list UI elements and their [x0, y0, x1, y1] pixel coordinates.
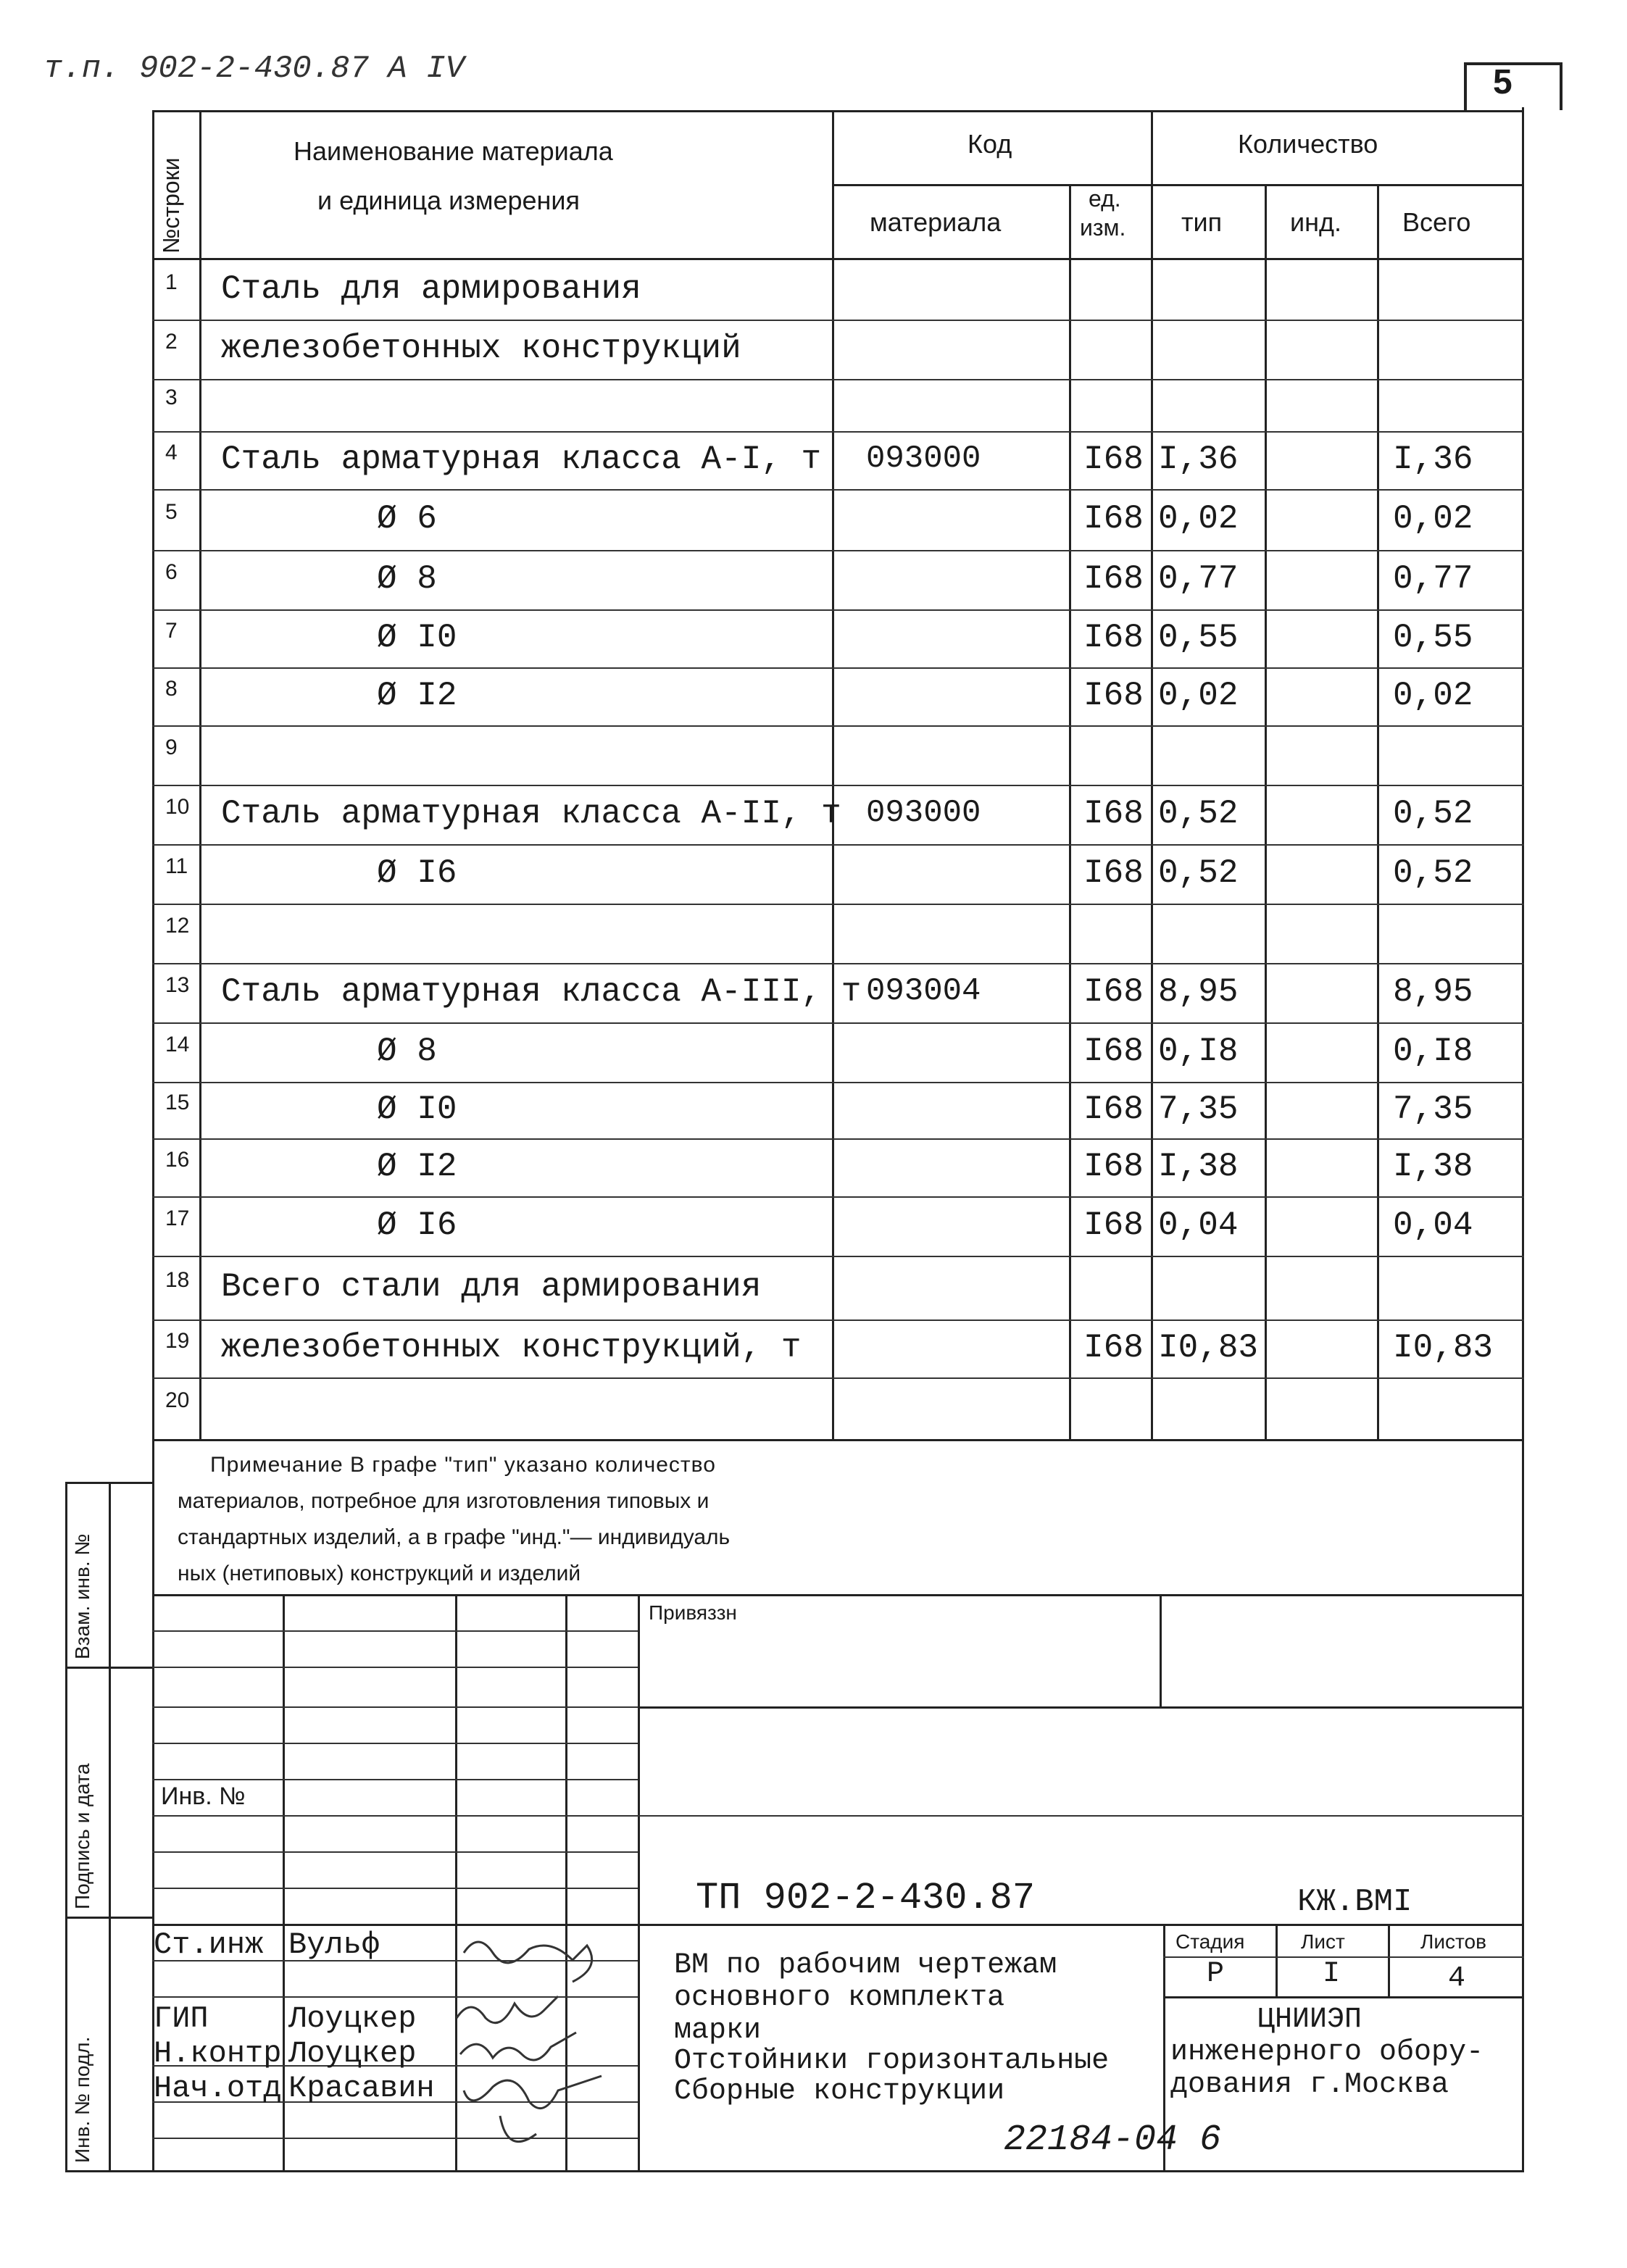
stamp-grid-h6	[152, 1815, 1524, 1817]
side-label-inv-podl: Инв. № подл.	[71, 2036, 93, 2163]
table-bottom-border	[152, 1439, 1524, 1441]
col-line-type	[1265, 185, 1267, 1441]
row-divider	[152, 667, 1524, 669]
header-material: материала	[870, 207, 1002, 237]
row-divider	[152, 904, 1524, 905]
header-total: Всего	[1402, 207, 1471, 237]
side-strip-div-2	[65, 1917, 152, 1919]
row-name: Сталь арматурная класса А-I, т	[221, 441, 822, 478]
row-type: 0,52	[1158, 854, 1239, 892]
row-divider	[152, 1196, 1524, 1198]
note-line-4: ных (нетиповых) конструкций и изделий	[178, 1562, 581, 1585]
footer-code: 22184-04 6	[1004, 2119, 1222, 2161]
row-divider	[152, 1377, 1524, 1379]
person-name-3: Лоуцкер	[288, 2036, 417, 2071]
row-unit: I68	[1083, 1091, 1144, 1128]
col-line-name	[832, 110, 834, 1441]
row-number: 5	[165, 500, 178, 524]
col-line-rowno	[199, 110, 201, 1441]
row-type: 0,02	[1158, 500, 1239, 538]
header-name-1: Наименование материала	[294, 136, 613, 166]
privyazan-bottom	[638, 1706, 1524, 1709]
row-divider	[152, 1082, 1524, 1083]
privyazan-label: Привяззн	[649, 1601, 737, 1624]
sheet-label: Лист	[1301, 1930, 1345, 1953]
sheet-value: I	[1323, 1958, 1341, 1990]
row-number: 11	[165, 854, 188, 878]
stamp-grid-v1	[283, 1594, 285, 2170]
row-type: I,36	[1158, 441, 1239, 478]
stamp-main-line	[152, 1924, 1524, 1926]
person-role-2: ГИП	[154, 2001, 209, 2036]
title-block-left	[638, 1924, 640, 2170]
row-unit: I68	[1083, 1206, 1144, 1244]
row-divider	[152, 725, 1524, 727]
stage-block-v1	[1276, 1924, 1278, 1996]
doc-code: ТП 902-2-430.87	[696, 1877, 1036, 1919]
row-type: I,38	[1158, 1148, 1239, 1185]
header-unit-1: ед.	[1089, 185, 1121, 212]
row-total: 0,52	[1393, 795, 1473, 833]
header-name-2: и единица измерения	[317, 185, 581, 215]
person-name-2: Лоуцкер	[288, 2001, 417, 2036]
row-name: Ø I0	[377, 1091, 457, 1128]
side-label-podpis: Подпись и дата	[71, 1763, 93, 1909]
row-name: железобетонных конструкций, т	[221, 1329, 802, 1367]
inv-no-label: Инв. №	[161, 1783, 246, 1810]
row-number: 18	[165, 1268, 190, 1292]
title-line-4: Отстойники горизонтальные	[674, 2045, 1110, 2077]
row-number: 2	[165, 330, 178, 354]
stamp-grid-h2	[152, 1667, 638, 1668]
person-role-4: Нач.отд	[154, 2071, 282, 2106]
row-unit: I68	[1083, 1148, 1144, 1185]
stamp-grid-h4	[152, 1743, 638, 1744]
row-type: 8,95	[1158, 973, 1239, 1011]
side-label-vzam: Взам. инв. №	[71, 1533, 93, 1659]
row-total: 0,77	[1393, 560, 1473, 598]
row-total: 0,02	[1393, 500, 1473, 538]
row-number: 1	[165, 270, 178, 294]
table-left-border	[152, 110, 154, 1441]
row-divider	[152, 431, 1524, 433]
row-type: 0,77	[1158, 560, 1239, 598]
col-line-unit	[1151, 110, 1153, 1441]
row-unit: I68	[1083, 677, 1144, 714]
title-line-5: Сборные конструкции	[674, 2075, 1005, 2108]
page-number-box	[1464, 62, 1562, 110]
row-divider	[152, 379, 1524, 380]
row-total: 0,02	[1393, 677, 1473, 714]
header-mid-line	[832, 184, 1524, 186]
stamp-grid-h1	[152, 1630, 638, 1632]
side-strip-left	[65, 1482, 67, 2172]
stage-label: Стадия	[1175, 1930, 1245, 1953]
row-divider	[152, 1138, 1524, 1140]
row-name: Всего стали для армирования	[221, 1268, 762, 1306]
row-number: 10	[165, 795, 190, 819]
row-unit: I68	[1083, 1329, 1144, 1367]
corner-code: т.п. 902-2-430.87 А IV	[43, 51, 465, 87]
row-total: 0,I8	[1393, 1033, 1473, 1070]
row-number: 13	[165, 973, 190, 997]
row-unit: I68	[1083, 619, 1144, 656]
row-divider	[152, 489, 1524, 491]
header-unit-2: изм.	[1080, 214, 1126, 241]
row-unit: I68	[1083, 1033, 1144, 1070]
row-number: 8	[165, 677, 178, 701]
stamp-bottom-line	[65, 2170, 1524, 2172]
row-code: 093000	[866, 441, 981, 477]
row-name: Сталь для армирования	[221, 270, 641, 308]
stamp-grid-h3	[152, 1706, 638, 1708]
stamp-top-line	[152, 1594, 1524, 1596]
row-code: 093004	[866, 973, 981, 1009]
stage-block-v2	[1388, 1924, 1390, 1996]
row-divider	[152, 963, 1524, 964]
row-type: 0,55	[1158, 619, 1239, 656]
header-code: Код	[968, 129, 1012, 159]
row-divider	[152, 320, 1524, 321]
col-line-code	[1069, 185, 1071, 1441]
org-line-3: дования г.Москва	[1170, 2069, 1449, 2101]
sheets-label: Листов	[1420, 1930, 1486, 1953]
stamp-grid-h7	[152, 1851, 638, 1853]
row-total: 7,35	[1393, 1091, 1473, 1128]
doc-mark: КЖ.ВМI	[1297, 1884, 1412, 1920]
table-top-border	[152, 110, 1524, 112]
title-line-1: ВМ по рабочим чертежам	[674, 1949, 1057, 1982]
note-line-2: материалов, потребное для изготовления типовых и	[178, 1489, 710, 1513]
row-number: 19	[165, 1329, 190, 1353]
sheets-value: 4	[1448, 1962, 1466, 1995]
row-type: 0,02	[1158, 677, 1239, 714]
row-total: I0,83	[1393, 1329, 1494, 1367]
note-line-1: Примечание В графе "тип" указано количество	[210, 1453, 716, 1477]
signatures	[449, 1924, 638, 2170]
side-strip-div-1	[65, 1667, 152, 1669]
row-divider	[152, 785, 1524, 786]
row-type: I0,83	[1158, 1329, 1259, 1367]
page-number: 5	[1493, 63, 1512, 101]
row-unit: I68	[1083, 560, 1144, 598]
row-type: 0,52	[1158, 795, 1239, 833]
note-line-3: стандартных изделий, а в графе "инд."— индивидуаль	[178, 1525, 731, 1549]
person-role-3: Н.контр	[154, 2036, 282, 2071]
row-number: 6	[165, 560, 178, 584]
person-name-1: Вульф	[288, 1927, 380, 1962]
row-number: 15	[165, 1091, 190, 1114]
row-unit: I68	[1083, 500, 1144, 538]
side-strip-top	[65, 1482, 152, 1484]
row-number: 4	[165, 441, 178, 464]
row-number: 14	[165, 1033, 190, 1056]
row-divider	[152, 1256, 1524, 1257]
row-total: 0,52	[1393, 854, 1473, 892]
row-divider	[152, 1319, 1524, 1321]
row-total: I,38	[1393, 1148, 1473, 1185]
row-number: 9	[165, 735, 178, 759]
row-total: 0,55	[1393, 619, 1473, 656]
col-line-ind	[1377, 185, 1379, 1441]
side-strip-right	[109, 1482, 111, 2172]
row-total: I,36	[1393, 441, 1473, 478]
row-name: Ø 8	[377, 1033, 437, 1070]
stage-block-h2	[1163, 1996, 1524, 1998]
row-divider	[152, 609, 1524, 611]
row-number: 20	[165, 1388, 190, 1412]
stage-value: Р	[1207, 1958, 1225, 1990]
row-name: Ø I0	[377, 619, 457, 656]
row-name: Ø 8	[377, 560, 437, 598]
row-name: Сталь арматурная класса А-II, т	[221, 795, 841, 833]
privyazan-divider	[1160, 1594, 1162, 1706]
row-name: Ø 6	[377, 500, 437, 538]
stamp-grid-h5	[152, 1779, 638, 1780]
row-number: 7	[165, 619, 178, 643]
table-right-border	[1522, 110, 1524, 1441]
row-name: железобетонных конструкций	[221, 330, 741, 367]
person-role-1: Ст.инж	[154, 1927, 264, 1962]
title-line-2: основного комплекта	[674, 1982, 1005, 2014]
row-divider	[152, 550, 1524, 551]
header-row-no: №строки	[158, 157, 184, 254]
row-unit: I68	[1083, 854, 1144, 892]
row-type: 0,I8	[1158, 1033, 1239, 1070]
row-unit: I68	[1083, 441, 1144, 478]
org-line-2: инженерного обору-	[1170, 2036, 1484, 2069]
row-total: 8,95	[1393, 973, 1473, 1011]
row-name: Ø I6	[377, 1206, 457, 1244]
row-unit: I68	[1083, 973, 1144, 1011]
person-name-4: Красавин	[288, 2071, 435, 2106]
row-number: 3	[165, 385, 178, 409]
row-number: 16	[165, 1148, 190, 1172]
row-code: 093000	[866, 795, 981, 831]
org-line-1: ЦНИИЭП	[1257, 2004, 1362, 2036]
row-name: Ø I6	[377, 854, 457, 892]
row-unit: I68	[1083, 795, 1144, 833]
row-number: 17	[165, 1206, 190, 1230]
stamp-grid-h8	[152, 1888, 638, 1889]
row-number: 12	[165, 914, 190, 938]
row-divider	[152, 1022, 1524, 1024]
row-divider	[152, 844, 1524, 846]
header-bottom-line	[152, 258, 1524, 260]
row-name: Ø I2	[377, 677, 457, 714]
row-type: 0,04	[1158, 1206, 1239, 1244]
row-total: 0,04	[1393, 1206, 1473, 1244]
header-ind: инд.	[1290, 207, 1341, 237]
header-type: тип	[1181, 207, 1223, 237]
header-qty: Количество	[1238, 129, 1378, 159]
row-name: Ø I2	[377, 1148, 457, 1185]
row-type: 7,35	[1158, 1091, 1239, 1128]
title-line-3: марки	[674, 2014, 762, 2047]
row-name: Сталь арматурная класса А-III, т	[221, 973, 862, 1011]
